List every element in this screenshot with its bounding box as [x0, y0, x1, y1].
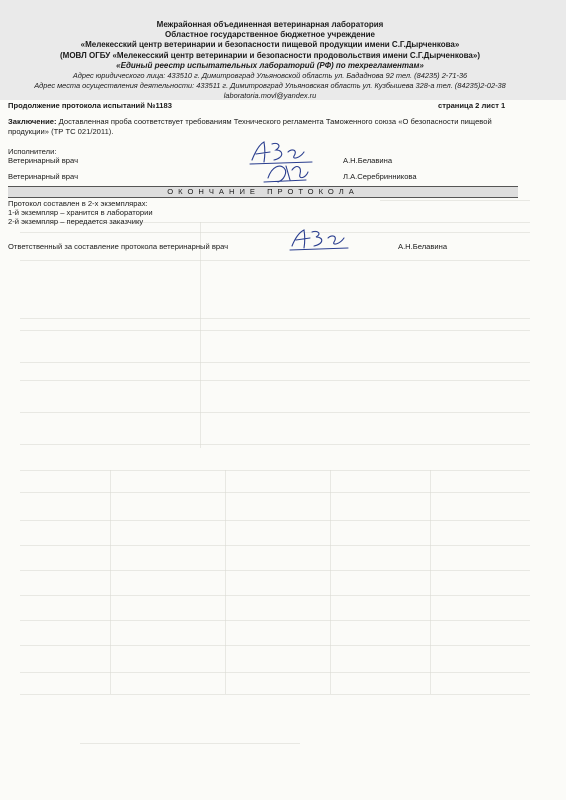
conclusion-label: Заключение:: [8, 117, 57, 126]
executor-role-2: Ветеринарный врач: [8, 172, 79, 181]
copies-title: Протокол составлен в 2-х экземплярах:: [8, 199, 148, 208]
responsible-name: А.Н.Белавина: [398, 242, 448, 251]
header-institution-type: Областное государственное бюджетное учреждение: [165, 30, 375, 40]
conclusion-line-1: [8, 117, 492, 127]
conclusion-text: Доставленная проба соответствует требованиям Технического регламента Таможенного союза «О безопасности пищевой: [56, 117, 492, 126]
end-of-protocol-banner: ОКОНЧАНИЕ ПРОТОКОЛА: [8, 186, 518, 198]
header-activity-address: Адрес места осуществления деятельности: 433511 г. Димитровград Ульяновская область ул. Кузбышева 328-а тел. (84235)2-02-38: [34, 81, 506, 91]
header-abbreviation: (МОВЛ ОГБУ «Мелекесский центр ветеринарии и безопасности продовольствия имени С.Г.Дырченкова»): [60, 50, 480, 60]
protocol-continuation: Продолжение протокола испытаний №1183: [8, 101, 172, 110]
header-registry: «Единый реестр испытательных лабораторий (РФ) по техрегламентам»: [116, 60, 424, 70]
header-legal-address: Адрес юридического лица: 433510 г. Димитровград Ульяновской область ул. Бададнова 92 тел. (84235) 2-71-36: [72, 71, 468, 81]
header-institution-name: «Мелекесский центр ветеринарии и безопасности пищевой продукции имени С.Г.Дырченкова»: [80, 40, 460, 50]
page-number: страница 2 лист 1: [438, 101, 506, 110]
header-lab-name: Межрайонная объединенная ветеринарная лаборатория: [156, 20, 384, 29]
signature-serebrinnikova: [262, 160, 312, 186]
signature-belavina-2: [288, 226, 354, 254]
header-email: laboratoria.movl@yandex.ru: [223, 91, 317, 101]
executor-name-1: А.Н.Белавина: [343, 156, 393, 165]
conclusion-line-2: продукции» (ТР ТС 021/2011).: [8, 127, 114, 136]
responsible-person: Ответственный за составление протокола ветеринарный врач: [8, 242, 229, 251]
executor-role-1: Ветеринарный врач: [8, 156, 79, 165]
copy-1: 1-й экземпляр – хранится в лаборатории: [8, 208, 153, 217]
executor-name-2: Л.А.Серебринникова: [343, 172, 417, 181]
executors-label: Исполнители:: [8, 147, 57, 156]
copy-2: 2-й экземпляр – передается заказчику: [8, 217, 144, 226]
lab-header: [20, 20, 520, 102]
